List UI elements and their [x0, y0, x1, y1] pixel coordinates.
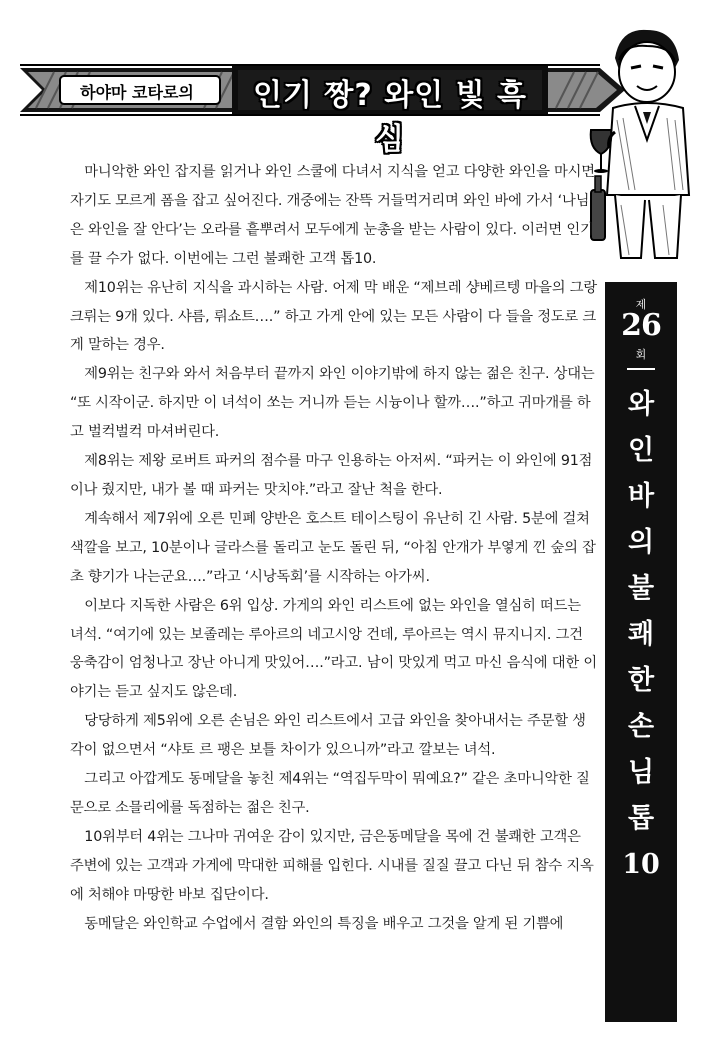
paragraph: 제9위는 친구와 와서 처음부터 끝까지 와인 이야기밖에 하지 않는 젊은 친구. 상대는 “또 시작이군. 하지만 이 녀석이 쏘는 거니까 듣는 시늉이나 할까….”하고 귀마개를 하고 벌컥벌컥 마셔버린다. — [70, 366, 595, 441]
paragraph: 제10위는 유난히 지식을 과시하는 사람. 어제 막 배운 “제브레 샹베르텡 마을의 그랑 크뤼는 9개 있다. 샤름, 뤼쇼트….” 하고 가게 안에 있는 모든 사람이 다 들을 정도로 크게 말하는 경우. — [70, 279, 597, 354]
title-char: 님 — [627, 757, 655, 788]
title-char: 톱 — [627, 803, 655, 834]
paragraph: 마니악한 와인 잡지를 읽거나 와인 스쿨에 다녀서 지식을 얻고 다양한 와인을 마시면 자기도 모르게 폼을 잡고 싶어진다. 개중에는 잔뜩 거들먹거리며 와인 바에 가서 ‘나님은 와인을 잘 안다’는 오라를 흩뿌려서 모두에게 눈총을 받는 사람이 있다. 이러면 인기를 끌 수가 없다. 이번에는 그런 불쾌한 고객 톱10. — [70, 164, 595, 267]
title-char: 손 — [627, 711, 655, 742]
episode-prefix: 제 — [635, 298, 647, 311]
title-char: 와 — [627, 389, 655, 420]
title-char: 불 — [627, 573, 655, 604]
paragraph: 10위부터 4위는 그나마 귀여운 감이 있지만, 금은동메달을 목에 건 불쾌한 고객은 주변에 있는 고객과 가게에 막대한 피해를 입힌다. 시내를 질질 끌고 다닌 뒤 참수 지옥에 처해야 마땅한 바보 집단이다. — [70, 828, 594, 903]
episode-sidebar — [605, 282, 677, 1022]
title-char: 10 — [622, 849, 660, 880]
title-char: 바 — [627, 481, 655, 512]
paragraph: 계속해서 제7위에 오른 민폐 양반은 호스트 테이스팅이 유난히 긴 사람. 5분에 걸쳐 색깔을 보고, 10분이나 글라스를 돌리고 눈도 돌린 뒤, “아침 안개가 부옇게 낀 숲의 잡초 향기가 나는군요….”라고 ‘시낭독회’를 시작하는 아가씨. — [70, 510, 596, 585]
title-char: 한 — [627, 665, 655, 696]
paragraph: 그리고 아깝게도 동메달을 놓친 제4위는 “역집두막이 뭐예요?” 같은 초마니악한 질문으로 소믈리에를 독점하는 젊은 친구. — [70, 771, 590, 816]
title-char: 인 — [627, 435, 655, 466]
episode-number: 26 — [621, 308, 661, 343]
sommelier-character-illustration — [585, 20, 705, 265]
series-label: 하야마 코타로의 — [80, 83, 194, 102]
article-body — [70, 158, 598, 938]
title-char: 쾌 — [627, 619, 655, 650]
page-title: 인기 짱? 와인 빛 흑심 — [252, 78, 528, 157]
paragraph: 당당하게 제5위에 오른 손님은 와인 리스트에서 고급 와인을 찾아내서는 주문할 생각이 없으면서 “샤토 르 팽은 보틀 차이가 있으니까”라고 깔보는 녀석. — [70, 713, 586, 759]
paragraph: 제8위는 제왕 로버트 파커의 점수를 마구 인용하는 아저씨. “파커는 이 와인에 91점이나 줬지만, 내가 볼 때 파커는 맛치야.”라고 잘난 척을 한다. — [70, 453, 593, 498]
vertical-chapter-title — [605, 382, 677, 888]
paragraph: 이보다 지독한 사람은 6위 입상. 가게의 와인 리스트에 없는 와인을 열심히 떠드는 녀석. “여기에 있는 보졸레는 루아르의 네고시앙 건데, 루아르는 역시 뮤지니지. 그건 웅축감이 엄청나고 장난 아니게 맛있어….”라고. 남이 맛있게 먹고 마신 음식에 대한 이야기는 듣고 싶지도 않은데. — [70, 597, 597, 701]
title-char: 의 — [627, 527, 655, 558]
sidebar-divider — [627, 368, 655, 370]
paragraph: 동메달은 와인학교 수업에서 결함 와인의 특징을 배우고 그것을 알게 된 기쁨에 — [84, 915, 564, 932]
episode-suffix: 회 — [635, 348, 647, 361]
